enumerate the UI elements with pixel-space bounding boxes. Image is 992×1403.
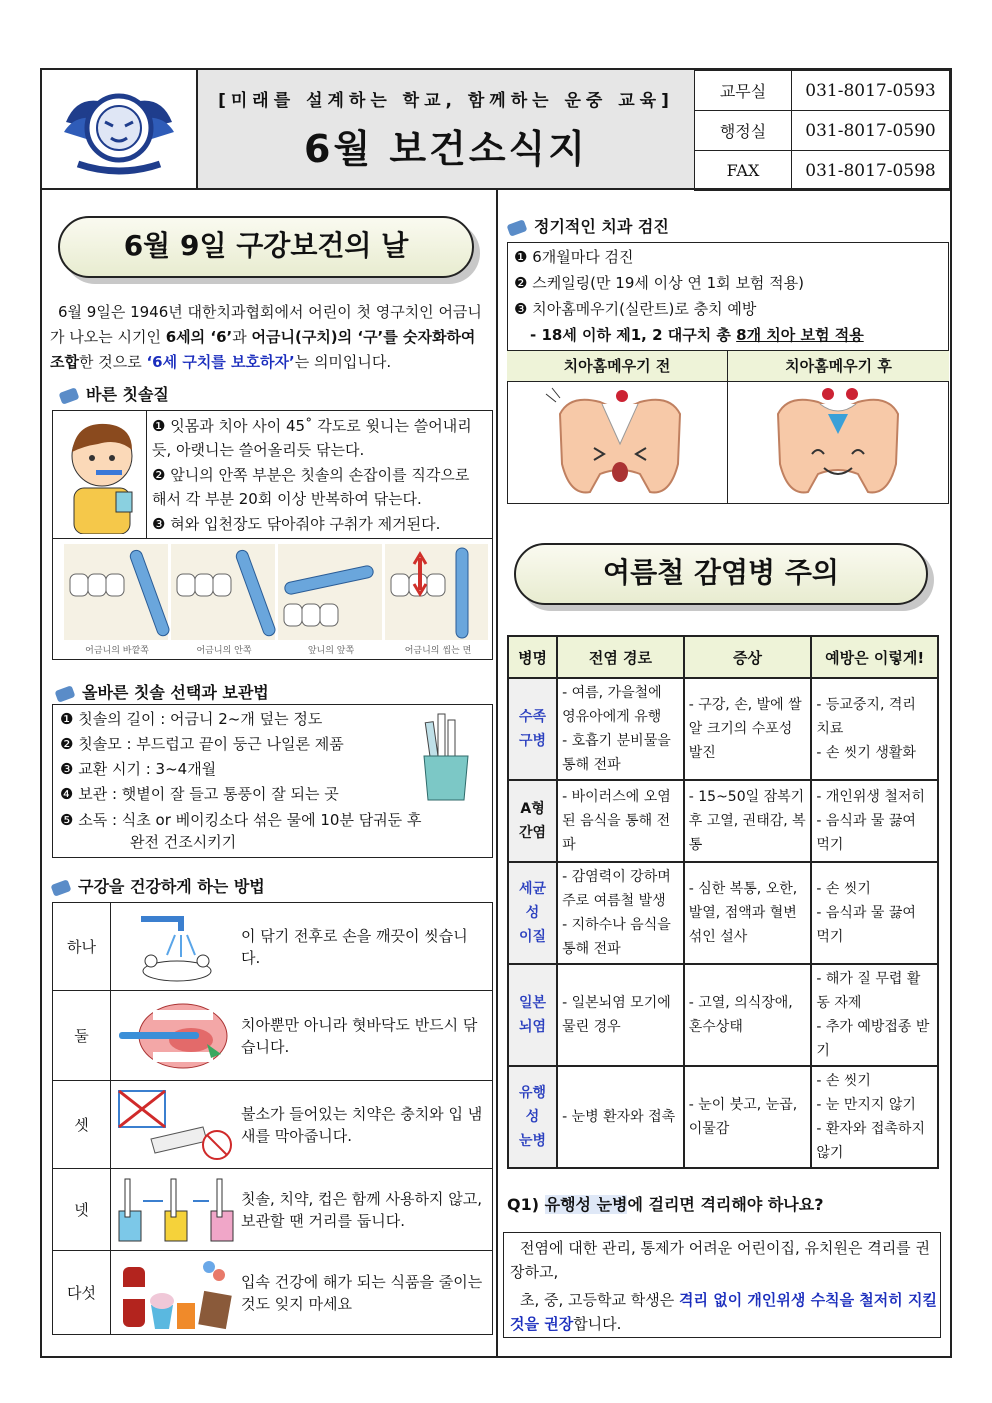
disease-col-header: 예방은 이렇게! — [811, 636, 938, 678]
healthy-row — [111, 1251, 493, 1335]
oral-day-text: 6월 9일은 1946년 대한치과협회에서 어린이 첫 영구치인 어금니가 나오는 시기인 — [50, 303, 482, 346]
checkup-heading-text: 정기적인 치과 검진 — [534, 217, 669, 236]
brushing-caption: 어금니의 바깥쪽 — [85, 646, 149, 656]
toothbrush-tip: ❸ 교환 시기 : 3~4개월 — [60, 760, 217, 778]
healthy-text: 이 닦기 전후로 손을 깨끗이 씻습니다. — [241, 926, 468, 967]
checkup-note-text: - 18세 이하 제1, 2 대구치 총 — [530, 326, 737, 344]
healthy-row — [111, 903, 493, 991]
disease-symptom: - 구강, 손, 발에 쌀알 크기의 수포성 발진 — [684, 678, 812, 780]
page-title: 6월 보건소식지 — [304, 127, 588, 171]
toothbrush-icon — [54, 685, 75, 702]
checkup-note-underline: 8개 치아 보험 적용 — [736, 326, 864, 344]
healthy-row — [111, 991, 493, 1081]
disease-prevention: - 개인위생 철저히 - 음식과 물 끓여 먹기 — [811, 780, 938, 862]
healthy-number: 하나 — [53, 903, 111, 991]
child-brushing-illustration — [62, 416, 142, 534]
faq-answer-highlight: 격리 없이 개인위생 수칙을 철저히 지킬 것을 권장 — [510, 1291, 937, 1333]
handwash-icon — [111, 905, 241, 989]
disease-name: 유행성 눈병 — [508, 1066, 557, 1168]
faq-question-highlight: 유행성 눈병 — [544, 1195, 628, 1214]
brushing-diagram-strip — [64, 544, 488, 656]
contact-label: FAX — [695, 151, 792, 191]
disease-col-header: 증상 — [684, 636, 812, 678]
healthy-text: 칫솔, 치약, 컵은 함께 사용하지 않고, 보관할 땐 거리를 둡니다. — [241, 1189, 483, 1230]
tooth-after-illustration — [758, 384, 918, 500]
healthy-text: 불소가 들어있는 치약은 충치와 입 냄새를 막아줍니다. — [241, 1104, 483, 1145]
fluoride-toothpaste-icon — [111, 1083, 241, 1167]
faq-answer-text: 합니다. — [573, 1315, 622, 1333]
toothbrush-tip: ❶ 칫솔의 길이 : 어금니 2~개 덮는 정도 — [60, 710, 323, 728]
healthy-table — [52, 902, 493, 1335]
toothbrush-icon — [58, 387, 79, 404]
slogan: [미래를 설계하는 학교, 함께하는 운중 교육] — [218, 91, 674, 111]
disease-prevention: - 손 씻기 - 눈 만지지 않기 - 환자와 접촉하지 않기 — [811, 1066, 938, 1168]
disease-symptom: - 고열, 의식장애, 혼수상태 — [684, 964, 812, 1066]
faq-answer-text: 초, 중, 고등학교 학생은 — [520, 1291, 680, 1309]
toothbrush-heading-text: 올바른 칫솔 선택과 보관법 — [82, 683, 269, 702]
toothbrush-cup-illustration — [418, 712, 474, 802]
healthy-heading — [52, 874, 265, 897]
checkup-item: ❶ 6개월마다 검진 — [514, 248, 634, 266]
tooth-before-illustration — [540, 384, 700, 500]
brushing-heading — [60, 382, 169, 405]
brushing-heading-text: 바른 칫솔질 — [86, 385, 169, 404]
oral-day-text: 는 의미입니다. — [294, 353, 392, 371]
disease-route: - 바이러스에 오염된 음식을 통해 전파 — [557, 780, 684, 862]
contact-phone: 031-8017-0590 — [792, 111, 950, 151]
contact-label: 교무실 — [695, 71, 792, 111]
oral-day-text: 한 것으로 — [78, 353, 147, 371]
contact-label: 행정실 — [695, 111, 792, 151]
toothbrush-tip: 완전 건조시키기 — [130, 833, 237, 851]
disease-symptom: - 눈이 붓고, 눈곱, 이물감 — [684, 1066, 812, 1168]
disease-prevention: - 손 씻기 - 음식과 물 끓여 먹기 — [811, 862, 938, 964]
disease-symptom: - 심한 복통, 오한, 발열, 점액과 혈변 섞인 설사 — [684, 862, 812, 964]
oral-day-text: 과 — [232, 328, 252, 346]
faq-question-prefix: Q1) — [507, 1195, 545, 1214]
brushing-caption: 앞니의 앞쪽 — [307, 646, 355, 656]
tongue-brushing-icon — [111, 994, 241, 1078]
disease-prevention: - 등교중지, 격리 치료 - 손 씻기 생활화 — [811, 678, 938, 780]
disease-col-header: 병명 — [508, 636, 557, 678]
checkup-note — [530, 324, 864, 347]
oral-day-bold: 6세의 ‘6’ — [165, 328, 233, 346]
contact-phone: 031-8017-0593 — [792, 71, 950, 111]
contact-phone: 031-8017-0598 — [792, 151, 950, 191]
brushing-divider — [52, 538, 493, 539]
disease-col-header: 전염 경로 — [557, 636, 684, 678]
oral-day-highlight: ‘6세 구치를 보호하자’ — [146, 353, 295, 371]
disease-name: 수족 구병 — [508, 678, 557, 780]
healthy-heading-text: 구강을 건강하게 하는 방법 — [78, 877, 265, 896]
disease-name: 세균성 이질 — [508, 862, 557, 964]
brushing-caption: 어금니의 씹는 면 — [404, 646, 472, 656]
toothbrush-tip: ❺ 소독 : 식초 or 베이킹소다 섞은 물에 10분 담궈둔 후 — [60, 811, 422, 829]
contact-table — [694, 70, 950, 191]
disease-symptom: - 15~50일 잠복기 후 고열, 권태감, 복통 — [684, 780, 812, 862]
brushing-step: ❶ 잇몸과 치아 사이 45˚ 각도로 윗니는 쓸어내리듯, 아랫니는 쓸어올리듯 닦는다. — [152, 417, 472, 459]
toothbrush-heading — [56, 680, 269, 703]
checkup-item: ❷ 스케일링(만 19세 이상 연 1회 보험 적용) — [514, 274, 805, 292]
disease-route: - 눈병 환자와 접촉 — [557, 1066, 684, 1168]
sealant-after-label: 치아홈메우기 후 — [785, 357, 892, 375]
oral-day-paragraph — [50, 300, 490, 375]
checkup-heading — [508, 214, 669, 237]
healthy-number: 넷 — [53, 1169, 111, 1251]
checkup-item: ❸ 치아홈메우기(실란트)로 충치 예방 — [514, 300, 757, 318]
oral-day-bold: 어금니(구치)의 ‘구’를 숫자화하여 조합 — [50, 328, 476, 371]
healthy-number: 둘 — [53, 991, 111, 1081]
unhealthy-food-icon — [111, 1253, 241, 1333]
brushing-step: ❸ 혀와 입천장도 닦아줘야 구취가 제거된다. — [152, 515, 441, 533]
healthy-number: 다섯 — [53, 1251, 111, 1335]
disease-prevention: - 해가 질 무렵 활동 자제 - 추가 예방접종 받기 — [811, 964, 938, 1066]
disease-name: A형 간염 — [508, 780, 557, 862]
disease-route: - 감염력이 강하며 주로 여름철 발생 - 지하수나 음식을 통해 전파 — [557, 862, 684, 964]
brushing-step: ❷ 앞니의 안쪽 부분은 칫솔의 손잡이를 직각으로 해서 각 부분 20회 이상 반복하여 닦는다. — [152, 466, 470, 508]
brushing-caption: 어금니의 안쪽 — [196, 646, 252, 656]
faq-answer-2 — [510, 1288, 938, 1336]
healthy-number: 셋 — [53, 1081, 111, 1169]
faq-question-suffix: 에 걸리면 격리해야 하나요? — [627, 1195, 824, 1214]
healthy-row — [111, 1169, 493, 1251]
disease-name: 일본 뇌염 — [508, 964, 557, 1066]
school-logo — [58, 82, 180, 178]
toothbrush-icon — [506, 219, 527, 236]
column-divider — [496, 190, 498, 1356]
separate-cups-icon — [111, 1171, 241, 1249]
faq-answer-1: 전염에 대한 관리, 통제가 어려운 어린이집, 유치원은 격리를 권장하고, — [510, 1239, 930, 1281]
summer-title: 여름철 감염병 주의 — [514, 543, 928, 605]
toothbrush-tip: ❷ 칫솔모 : 부드럽고 끝이 둥근 나일론 제품 — [60, 735, 344, 753]
disease-route: - 여름, 가을철에 영유아에게 유행 - 호흡기 분비물을 통해 전파 — [557, 678, 684, 780]
sealant-before-label: 치아홈메우기 전 — [563, 357, 671, 375]
healthy-row — [111, 1081, 493, 1169]
disease-table — [507, 635, 939, 1169]
healthy-text: 입속 건강에 해가 되는 식품을 줄이는 것도 잊지 마세요 — [241, 1272, 483, 1313]
disease-route: - 일본뇌염 모기에 물린 경우 — [557, 964, 684, 1066]
faq-question — [507, 1192, 824, 1215]
brushing-divider — [146, 410, 147, 538]
oral-day-title: 6월 9일 구강보건의 날 — [58, 216, 474, 278]
healthy-text: 치아뿐만 아니라 혓바닥도 반드시 닦습니다. — [241, 1015, 478, 1056]
toothbrush-tip: ❹ 보관 : 햇볕이 잘 들고 통풍이 잘 되는 곳 — [60, 785, 339, 803]
toothbrush-icon — [50, 879, 71, 896]
